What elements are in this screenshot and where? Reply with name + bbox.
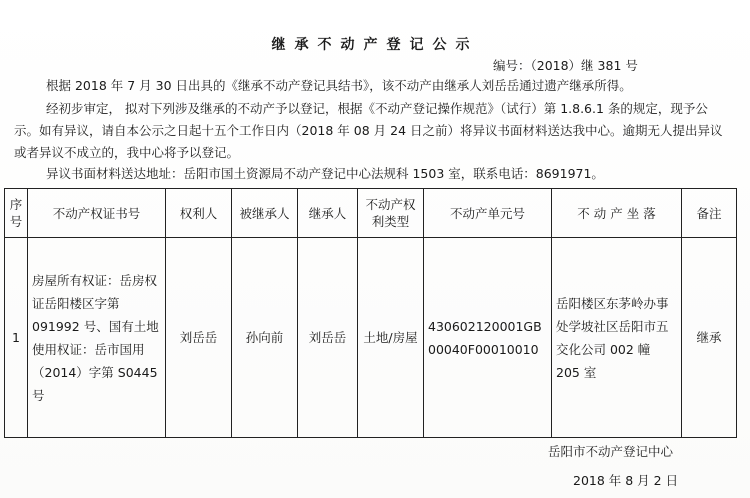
cell-unit-no: 430602120001GB00040F00010010: [424, 238, 552, 438]
cell-heir: 刘岳岳: [298, 238, 358, 438]
header-cert-no: 不动产权证书号: [28, 189, 166, 238]
cell-right-type: 土地/房屋: [358, 238, 424, 438]
cell-location: 岳阳楼区东茅岭办事处学坡社区岳阳市五交化公司 002 幢 205 室: [552, 238, 682, 438]
cell-cert-no: 房屋所有权证：岳房权证岳阳楼区字第 091992 号、国有土地使用权证：岳市国用（2014）字第 S0445 号: [28, 238, 166, 438]
header-heir: 继承人: [298, 189, 358, 238]
signature-organization: 岳阳市不动产登记中心: [548, 444, 674, 459]
paragraph-announcement: 经初步审定， 拟对下列涉及继承的不动产予以登记，根据《不动产登记操作规范》（试行）第 1.8.6.1 条的规定，现予公示。如有异议，请自本公示之日起十五个工作日内（2018 年 08 月 24 日之前）将异议书面材料送达我中心。逾期无人提出异议或者异议不成立的，我中心将予以登记。: [14, 101, 723, 160]
header-unit-no: 不动产单元号: [424, 189, 552, 238]
header-right-type: 不动产权利类型: [358, 189, 424, 238]
signature-date: 2018 年 8 月 2 日: [573, 473, 679, 488]
header-seq: 序号: [5, 189, 28, 238]
header-remark: 备注: [682, 189, 737, 238]
table-header-row: [5, 189, 737, 238]
cell-seq: 1: [5, 238, 28, 438]
table-row: [5, 238, 737, 438]
header-deceased: 被继承人: [232, 189, 298, 238]
header-holder: 权利人: [166, 189, 232, 238]
cell-deceased: 孙向前: [232, 238, 298, 438]
cell-holder: 刘岳岳: [166, 238, 232, 438]
header-location: 不 动 产 坐 落: [552, 189, 682, 238]
paragraph-objection-address: 异议书面材料送达地址：岳阳市国土资源局不动产登记中心法规科 1503 室，联系电话：8691971。: [46, 166, 604, 181]
page-title: 继承不动产登记公示: [271, 37, 479, 53]
document-number: 编号：（2018）继 381 号: [493, 58, 638, 73]
paragraph-basis: 根据 2018 年 7 月 30 日出具的《继承不动产登记具结书》，该不动产由继承人刘岳岳通过遗产继承所得。: [46, 78, 632, 93]
cell-remark: 继承: [682, 238, 737, 438]
registration-table: [4, 188, 737, 438]
